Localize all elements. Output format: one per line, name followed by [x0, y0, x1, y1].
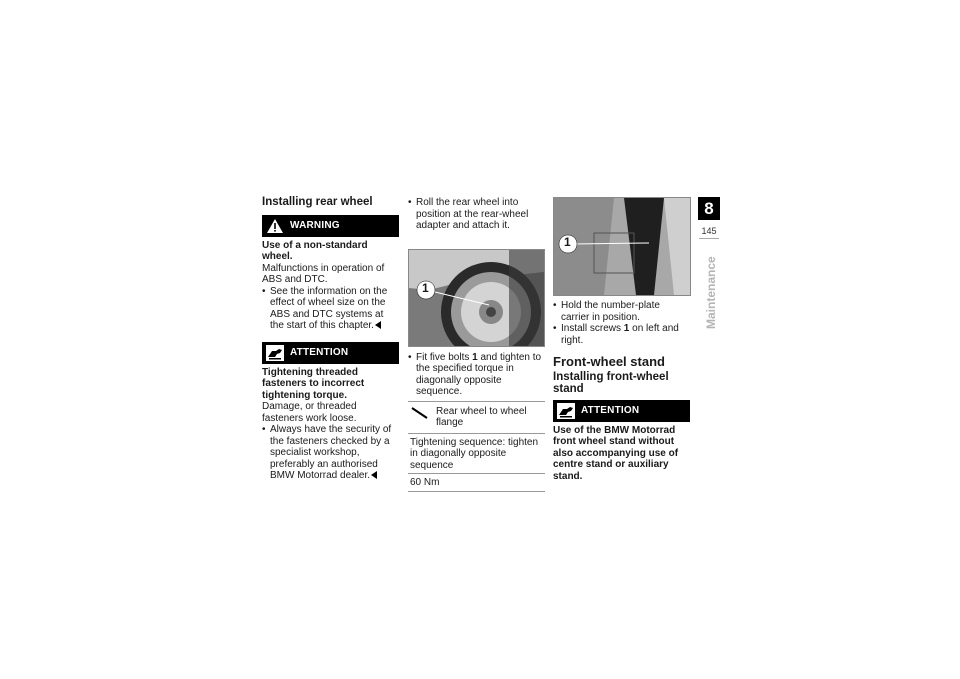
photo-callout-label: 1	[564, 235, 571, 249]
attention-text: Damage, or threaded fasteners work loose.	[262, 401, 357, 424]
warning-bullet-text: See the information on the effect of wheel size on the ABS and DTC systems at the start of this chapter.	[270, 285, 388, 331]
list-item	[553, 300, 690, 323]
section-heading: Front-wheel stand	[553, 354, 665, 369]
table-row	[408, 402, 545, 434]
list-item	[408, 352, 545, 398]
chapter-side-label: Maintenance	[704, 256, 718, 329]
spec-torque: 60 Nm	[410, 477, 440, 488]
attention-bar	[262, 342, 399, 364]
bolt-number: 1	[472, 351, 478, 363]
spec-sequence: Tightening sequence: tighten in diagonally opposite sequence	[410, 436, 539, 471]
end-of-section-icon	[371, 471, 377, 479]
rear-wheel-photo	[408, 249, 545, 347]
hand-on-machine-icon	[556, 402, 576, 420]
rear-wheel-illustration	[409, 250, 544, 346]
list-item	[262, 424, 399, 482]
bullet-text: Install screws	[561, 323, 624, 334]
subsection-heading: Installing front-wheel stand	[553, 370, 669, 395]
page-number: 145	[701, 226, 717, 236]
chapter-number-tab: 8	[698, 197, 720, 220]
end-of-section-icon	[375, 321, 381, 329]
table-row	[408, 474, 545, 492]
warning-text: Malfunctions in operation of ABS and DTC.	[262, 262, 385, 285]
attention-bar	[553, 400, 690, 422]
warning-triangle-icon	[265, 217, 285, 235]
photo-callout-label: 1	[422, 280, 429, 295]
hand-on-machine-icon	[265, 344, 285, 362]
section-heading: Installing rear wheel	[262, 196, 373, 208]
column-2	[408, 197, 545, 492]
bullet-text: on left and right.	[561, 323, 679, 346]
attention-label: ATTENTION	[581, 404, 640, 416]
attention-bullet-text: Always have the security of the fasteners checked by a specialist workshop, preferably an authorised BMW Motorrad dealer.	[270, 424, 392, 481]
number-plate-photo	[553, 197, 691, 296]
bullet-text: and tighten to the specified torque in diagonally opposite sequence.	[416, 351, 542, 397]
number-plate-illustration	[554, 198, 690, 295]
warning-title: Use of a non-standard wheel.	[262, 239, 368, 262]
attention-title: Tightening threaded fasteners to incorrect tightening torque.	[262, 366, 365, 401]
column-3	[553, 197, 690, 482]
warning-label: WARNING	[290, 219, 340, 231]
list-item	[262, 286, 399, 332]
list-item	[553, 323, 690, 346]
screw-number: 1	[623, 323, 630, 334]
table-row	[408, 434, 545, 475]
bullet-text: Hold the number-plate carrier in position.	[561, 300, 660, 323]
torque-spec-table	[408, 401, 545, 492]
list-item	[408, 197, 545, 232]
attention-title: Use of the BMW Motorrad front wheel stand without also accompanying use of centre stand or auxiliary stand.	[553, 424, 679, 482]
warning-bar	[262, 215, 399, 237]
bullet-text: Roll the rear wheel into position at the rear-wheel adapter and attach it.	[416, 197, 529, 231]
spec-label: Rear wheel to wheel flange	[436, 405, 527, 428]
column-1	[262, 197, 399, 482]
torque-wrench-icon	[410, 406, 436, 429]
bullet-text: Fit five bolts	[416, 351, 473, 363]
page-number-divider	[699, 238, 719, 239]
attention-label: ATTENTION	[290, 346, 349, 358]
